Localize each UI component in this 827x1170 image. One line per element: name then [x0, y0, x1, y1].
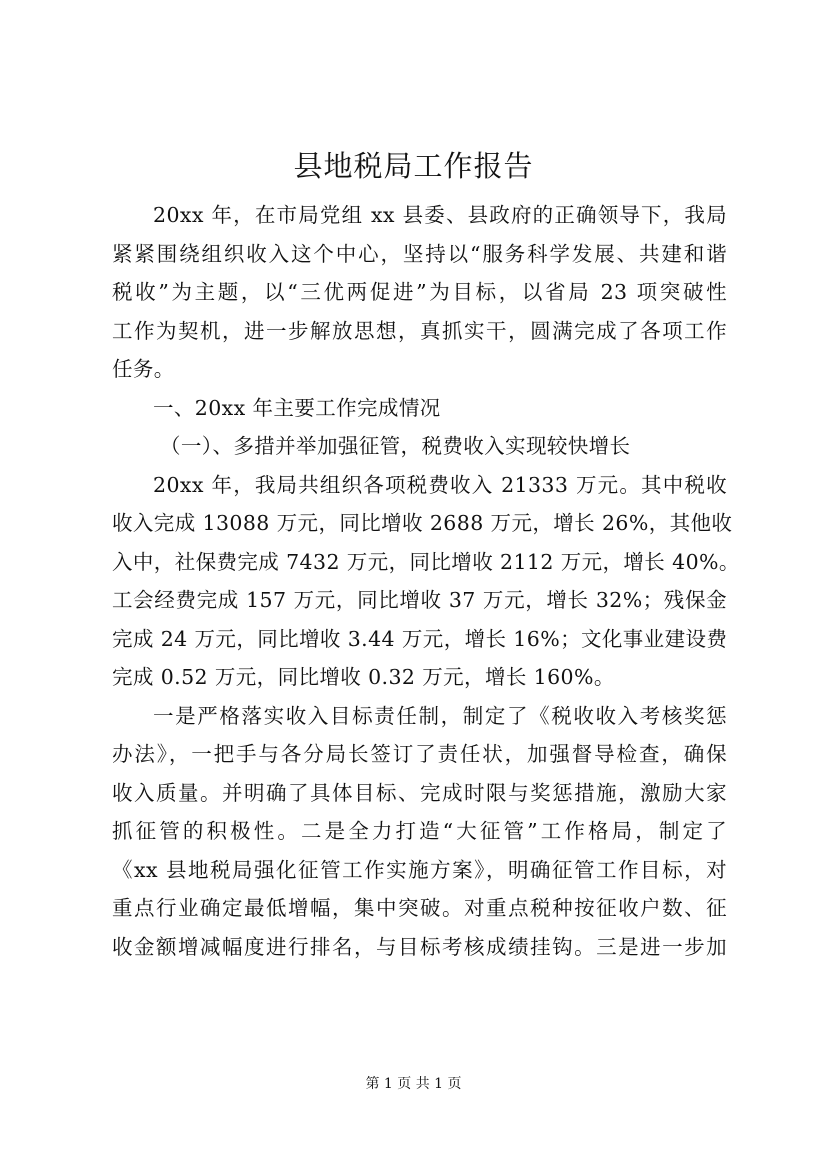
- paragraph-line: 任务。: [112, 357, 175, 381]
- paragraph-line: 完成 24 万元，同比增收 3.44 万元，增长 16%；文化事业建设费: [112, 626, 728, 651]
- paragraph-line: 重点行业确定最低增幅，集中突破。对重点税种按征收户数、征: [112, 896, 727, 920]
- paragraph-line: 税收”为主题，以“三优两促进”为目标，以省局 23 项突破性: [112, 280, 727, 304]
- paragraph-line: 入中，社保费完成 7432 万元，同比增收 2112 万元，增长 40%。: [112, 549, 740, 574]
- paragraph-line: 收入完成 13088 万元，同比增收 2688 万元，增长 26%，其他收: [112, 511, 733, 535]
- paragraph-line: 工会经费完成 157 万元，同比增收 37 万元，增长 32%；残保金: [112, 588, 727, 612]
- subsection-heading: （一）、多措并举加强征管，税费收入实现较快增长: [160, 434, 631, 458]
- paragraph-line: 工作为契机，进一步解放思想，真抓实干，圆满完成了各项工作: [112, 318, 727, 343]
- page-number-footer: 第 1 页 共 1 页: [365, 1076, 462, 1092]
- paragraph-line: 一是严格落实收入目标责任制，制定了《税收收入考核奖惩: [153, 703, 727, 728]
- paragraph-line: 紧紧围绕组织收入这个中心，坚持以“服务科学发展、共建和谐: [112, 241, 727, 266]
- document-body: [112, 196, 740, 966]
- paragraph-line: 20xx 年，我局共组织各项税费收入 21333 万元。其中税收: [153, 472, 727, 497]
- paragraph-line: 20xx 年，在市局党组 xx 县委、县政府的正确领导下，我局: [153, 203, 727, 227]
- paragraph-line: 办法》，一把手与各分局长签订了责任状，加强督导检查，确保: [112, 742, 727, 766]
- paragraph-line: 《xx 县地税局强化征管工作实施方案》，明确征管工作目标，对: [112, 857, 727, 882]
- paragraph-line: 抓征管的积极性。二是全力打造“大征管”工作格局，制定了: [112, 819, 727, 843]
- paragraph-line: 收入质量。并明确了具体目标、完成时限与奖惩措施，激励大家: [112, 780, 727, 805]
- paragraph-line: 收金额增减幅度进行排名，与目标考核成绩挂钩。三是进一步加: [112, 934, 727, 959]
- paragraph-line: 完成 0.52 万元，同比增收 0.32 万元，增长 160%。: [112, 665, 615, 689]
- section-heading: 一、20xx 年主要工作完成情况: [153, 395, 441, 420]
- document-title: 县地税局工作报告: [293, 149, 534, 183]
